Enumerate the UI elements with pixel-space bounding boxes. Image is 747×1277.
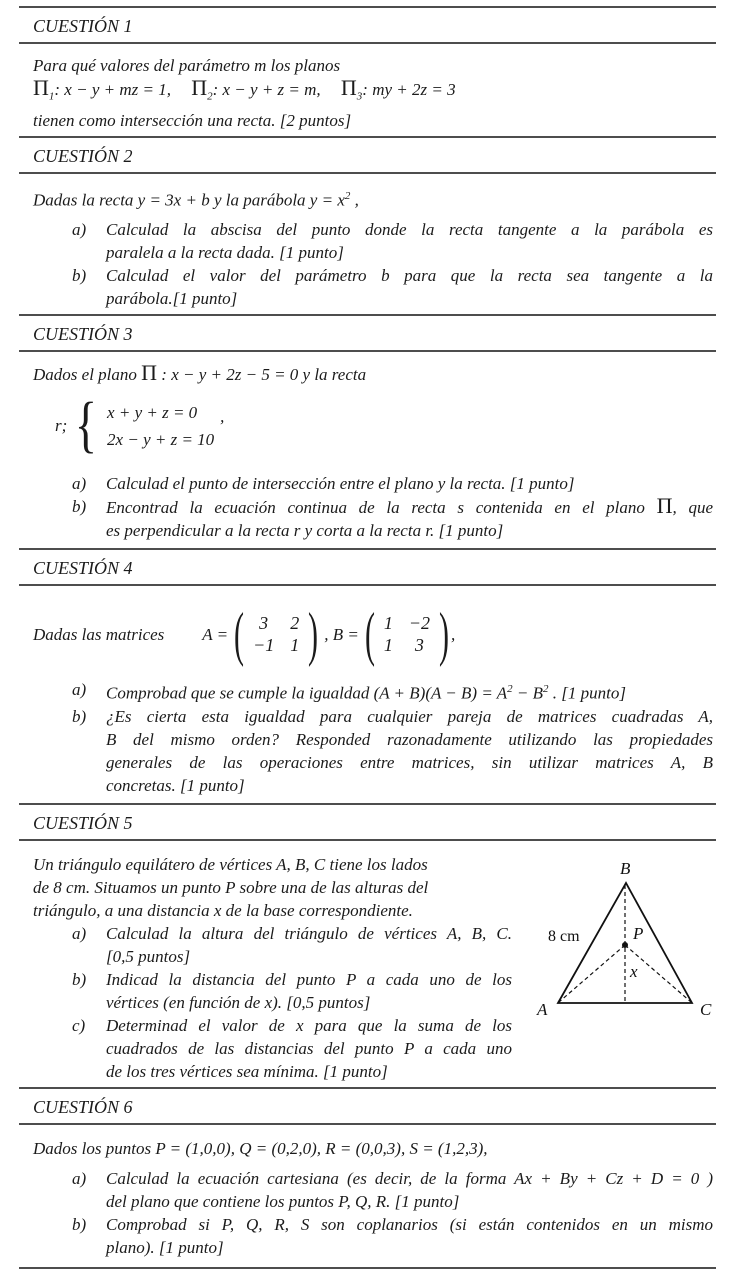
system-equation-1: x + y + z = 0 [107,402,198,422]
matrix-cell: 1 [290,635,300,656]
plane-1-equation: : x − y + mz = 1, [54,80,171,99]
line-text: − B [512,683,543,703]
matrix-b [364,601,449,668]
question-3-title: CUESTIÓN 3 [33,324,133,345]
item-line: vértices (en función de x). [0,5 puntos] [106,992,371,1012]
triangle-figure [536,857,716,1019]
question-4-item-b [72,705,714,803]
item-line: Calculad la ecuación cartesiana (es decir, de la forma Ax + By + Cz + D = 0 ) [106,1168,713,1188]
question-2-item-a [72,218,714,264]
line-text-tail: , que [672,497,714,517]
item-marker: a) [72,679,87,699]
matrix-cell: 3 [414,635,424,656]
question-3-intro [33,362,714,388]
question-5-item-c [72,1014,525,1087]
question-6-title: CUESTIÓN 6 [33,1096,133,1117]
divider [19,1123,716,1125]
item-line: Calculad el valor del parámetro b para que la recta sea tangente a la [106,266,713,286]
left-paren: ( [234,601,245,668]
divider [19,1267,716,1269]
item-marker: b) [72,969,87,989]
brace-symbol: { [75,391,98,460]
item-text [106,678,713,705]
matrix-cell: 1 [383,635,393,656]
item-marker: c) [72,1015,86,1035]
matrix-b-cells [374,613,440,656]
item-line: B del mismo orden? Responded razonadamente utilizando las propiedades [106,729,713,749]
vertex-a-label: A [537,999,548,1019]
item-line: Calculad la abscisa del punto donde la recta tangente a la parábola es [106,220,713,240]
question-3-item-b [72,492,714,548]
question-4-item-a [72,678,714,705]
divider [19,584,716,586]
item-marker: b) [72,706,87,726]
question-6-item-b [72,1213,714,1267]
divider [19,839,716,841]
intro-line: de 8 cm. Situamos un punto P sobre una de las alturas del [33,877,429,897]
matrix-cell: 2 [290,613,300,634]
divider [19,803,716,805]
divider [19,136,716,138]
point-p-dot [622,942,628,948]
question-3-item-a [72,472,714,495]
question-4-title: CUESTIÓN 4 [33,557,133,578]
question-1-intro: Para qué valores del parámetro m los planos [33,56,341,75]
pi-symbol: Π [340,75,357,100]
right-paren: ) [308,601,319,668]
item-text [106,705,713,803]
exponent: 2 [543,682,549,695]
line-text: Encontrad la ecuación continua de la recta s contenida en el plano [106,497,657,517]
intro-line: triángulo, a una distancia x de la base correspondiente. [33,900,413,920]
pi-symbol: Π [141,360,158,386]
item-text [106,264,713,314]
item-line: de los tres vértices sea mínima. [1 punto] [106,1061,388,1081]
question-1 [19,54,716,132]
pa-dashed-line [559,945,625,1002]
item-line [106,678,713,705]
item-text [106,492,714,548]
system-equations [107,399,214,453]
intro-text-tail: , [350,191,359,211]
item-line [106,492,714,519]
item-line: paralela a la recta dada. [1 punto] [106,243,344,263]
equation-system [55,391,714,460]
divider [19,42,716,44]
item-line: generales de las operaciones entre matrices, sin utilizar matrices A, B [106,752,713,772]
question-1-title: CUESTIÓN 1 [33,16,133,36]
question-5-title: CUESTIÓN 5 [33,812,133,833]
matrix-cell: 1 [383,613,393,634]
question-2-title: CUESTIÓN 2 [33,146,133,167]
item-line: concretas. [1 punto] [106,775,245,795]
item-marker: a) [72,1168,87,1188]
pi-symbol: Π [191,75,208,100]
item-line: Comprobad si P, Q, R, S son coplanarios (si están contenidos en un mismo [106,1214,713,1234]
question-2-intro [33,183,714,214]
matrix-cell: 3 [259,613,269,634]
system-equation-2: 2x − y + z = 10 [107,429,215,449]
matrix-a-cells [243,613,309,656]
item-text [106,472,713,495]
item-line: del plano que contiene los puntos P, Q, R. [1 punto] [106,1191,460,1211]
x-distance-label: x [630,961,638,981]
line-text-tail: . [1 punto] [548,683,626,703]
item-text [106,1014,512,1087]
divider [19,548,716,550]
vertex-b-label: B [620,858,631,878]
pi-subscript: 3 [356,90,363,103]
question-6-item-a [72,1167,714,1213]
question-6-intro: Dados los puntos P = (1,0,0), Q = (0,2,0), R = (0,0,3), S = (1,2,3), [33,1138,488,1158]
item-line: Indicad la distancia del punto P a cada uno de los [106,969,512,989]
divider [19,1087,716,1089]
matrix-a [234,601,319,668]
item-line: parábola.[1 punto] [106,289,238,309]
item-marker: b) [72,496,87,516]
question-2-item-b [72,264,714,314]
line-text: Comprobad que se cumple la igualdad (A + B)(A − B) = A [106,683,508,703]
item-marker: b) [72,266,87,286]
pi-symbol: Π [33,75,49,100]
item-marker: a) [72,473,87,493]
system-label: r; [55,415,68,435]
point-p-label: P [633,923,644,943]
plane-2 [191,75,321,103]
intro-text: Dadas la recta y = 3x + b y la parábola y = x [33,191,345,211]
question-5-text-column [33,853,525,1087]
matrix-cell: −1 [253,635,275,656]
question-5-item-a [72,922,525,968]
divider [19,314,716,316]
divider [19,350,716,352]
divider [19,6,716,8]
side-length-label: 8 cm [548,927,580,945]
exam-body [19,6,716,1269]
question-1-outro: tienen como intersección una recta. [2 puntos] [33,111,352,131]
intro-line: Un triángulo equilátero de vértices A, B, C tiene los lados [33,854,428,874]
item-line: es perpendicular a la recta r y corta a la recta r. [1 punto] [106,520,504,540]
question-4 [19,601,716,803]
pi-subscript: 2 [207,90,213,103]
intro-text-tail: : x − y + 2z − 5 = 0 y la recta [157,365,367,385]
intro-text: Dados el plano [33,365,142,385]
question-3 [19,362,716,548]
question-1-equations [33,77,714,109]
item-text [106,922,512,968]
plane-2-equation: : x − y + z = m, [212,80,321,99]
pi-symbol: Π [656,492,673,518]
right-paren: ) [438,601,449,668]
item-marker: a) [72,923,87,943]
item-marker: a) [72,220,87,240]
system-comma: ’ [218,415,224,435]
left-paren: ( [364,601,375,668]
matrices-lead: Dadas las matrices [33,624,165,644]
matrix-a-label: A = [202,624,229,644]
plane-3 [340,75,456,103]
plane-1 [33,75,171,103]
pi-subscript: 1 [48,90,55,103]
item-line: Calculad el punto de intersección entre el plano y la recta. [1 punto] [106,473,575,493]
question-6 [19,1137,716,1267]
item-line: Determinad el valor de x para que la suma de los [106,1015,512,1035]
item-line: [0,5 puntos] [106,946,191,966]
item-marker: b) [72,1214,87,1234]
question-4-matrices [33,601,714,668]
question-5-body [33,853,714,1087]
question-5-item-b [72,968,525,1014]
matrix-cell: −2 [408,613,430,634]
item-line: cuadrados de las distancias del punto P a cada uno [106,1038,512,1058]
divider [19,172,716,174]
item-line: ¿Es cierta esta igualdad para cualquier pareja de matrices cuadradas A, [106,706,713,726]
item-line: Calculad la altura del triángulo de vértices A, B, C. [106,923,512,943]
item-line: plano). [1 punto] [106,1237,224,1257]
question-2 [19,183,716,314]
item-text [106,1213,713,1267]
plane-3-equation: : my + 2z = 3 [362,80,456,99]
item-text [106,1167,713,1213]
question-5 [19,853,716,1087]
vertex-c-label: C [700,999,712,1019]
item-text [106,968,512,1014]
exponent: 2 [344,190,351,203]
exponent: 2 [507,682,513,695]
matrices-trailing-comma: , [450,624,456,644]
item-text [106,218,713,264]
matrix-b-label: , B = [324,624,359,644]
